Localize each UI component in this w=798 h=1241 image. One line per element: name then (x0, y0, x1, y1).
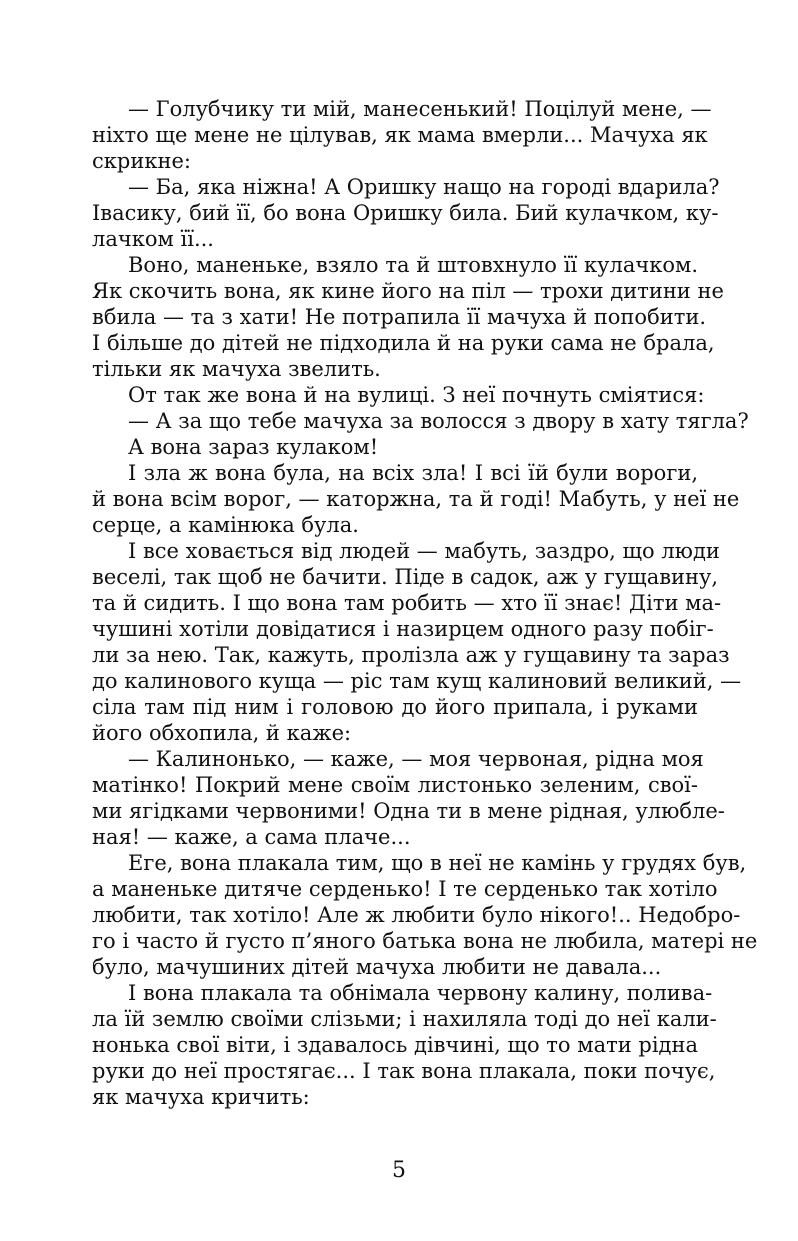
paragraph (92, 980, 717, 1110)
paragraph (92, 96, 712, 174)
text-line: І все ховається від людей — мабуть, заздро, що люди (128, 539, 720, 563)
paragraph (92, 460, 740, 538)
text-line: його обхопила, й каже: (92, 721, 352, 745)
text-line: — Ба, яка ніжна! А Оришку нащо на городі вдарила? (128, 175, 720, 199)
text-line: матінко! Покрий мене своїм листонько зеленим, свої- (92, 773, 698, 797)
text-line: тільки як мачуха звелить. (92, 357, 381, 381)
text-line: та й сидить. І що вона там робить — хто її знає! Діти ма- (92, 591, 722, 615)
text-line: як мачуха кричить: (92, 1085, 310, 1109)
text-line: ми ягідками червоними! Одна ти в мене рідная, улюбле- (92, 799, 725, 823)
text-line: сіла там під ним і головою до його припала, і руками (92, 695, 698, 719)
text-line: чушині хотіли довідатися і назирцем одного разу побіг- (92, 617, 714, 641)
text-line: Еге, вона плакала тим, що в неї не камінь у грудях був, (128, 851, 747, 875)
text-line: І зла ж вона була, на всіх зла! І всі їй були вороги, (128, 461, 698, 485)
paragraph (92, 850, 758, 980)
paragraph (92, 434, 698, 460)
paragraph (92, 174, 720, 252)
text-line: нонька свої віти, і здавалось дівчині, що то мати рідна (92, 1033, 698, 1057)
text-line: веселі, так щоб не бачити. Піде в садок, аж у гущавину, (92, 565, 719, 589)
text-line: було, мачушиних дітей мачуха любити не давала... (92, 955, 662, 979)
text-line: вбила — та з хати! Не потрапила її мачуха й попобити. (92, 305, 706, 329)
text-line: до калинового куща — ріс там кущ калиновий великий, — (92, 669, 742, 693)
body-text (92, 96, 758, 1110)
page-number: 5 (392, 1158, 406, 1183)
text-line: Воно, маненьке, взяло та й штовхнуло її кулачком. (128, 253, 698, 277)
text-line: І більше до дітей не підходила й на руки сама не брала, (92, 331, 715, 355)
text-line: — Голубчику ти мій, манесенький! Поцілуй мене, — (128, 97, 712, 121)
text-line: а маненьке дитяче серденько! І те серденько так хотіло (92, 877, 718, 901)
paragraph (92, 382, 705, 408)
text-line: любити, так хотіло! Але ж любити було нікого!.. Недобро- (92, 903, 741, 927)
text-line: Як скочить вона, як кине його на піл — трохи дитини не (92, 279, 724, 303)
text-line: руки до неї простягає... І так вона плакала, поки почує, (92, 1059, 716, 1083)
text-line: го і часто й густо п’яного батька вона не любила, матері не (92, 929, 758, 953)
text-line: ная! — каже, а сама плаче... (92, 825, 411, 849)
text-line: скрикне: (92, 149, 191, 173)
text-line: І вона плакала та обнімала червону калину, полива- (128, 981, 713, 1005)
paragraph (92, 408, 749, 434)
text-line: серце, а камінюка була. (92, 513, 359, 537)
text-line: лачком її... (92, 227, 214, 251)
text-line: ли за нею. Так, кажуть, пролізла аж у гущавину та зараз (92, 643, 730, 667)
text-line: — Калинонько, — каже, — моя червоная, рідна моя (128, 747, 704, 771)
text-line: — А за що тебе мачуха за волосся з двору в хату тягла? (128, 409, 749, 433)
text-line: ла їй землю своїми слізьми; і нахиляла тоді до неї кали- (92, 1007, 717, 1031)
text-line: Івасику, бий її, бо вона Оришку била. Бий кулачком, ку- (92, 201, 719, 225)
text-line: ніхто ще мене не цілував, як мама вмерли... Мачуха як (92, 123, 708, 147)
paragraph (92, 252, 724, 382)
paragraph (92, 746, 725, 850)
text-line: От так же вона й на вулиці. З неї почнуть сміятися: (128, 383, 705, 407)
paragraph (92, 538, 742, 746)
text-line: А вона зараз кулаком! (128, 435, 379, 459)
text-line: й вона всім ворог, — каторжна, та й годі! Мабуть, у неї не (92, 487, 740, 511)
